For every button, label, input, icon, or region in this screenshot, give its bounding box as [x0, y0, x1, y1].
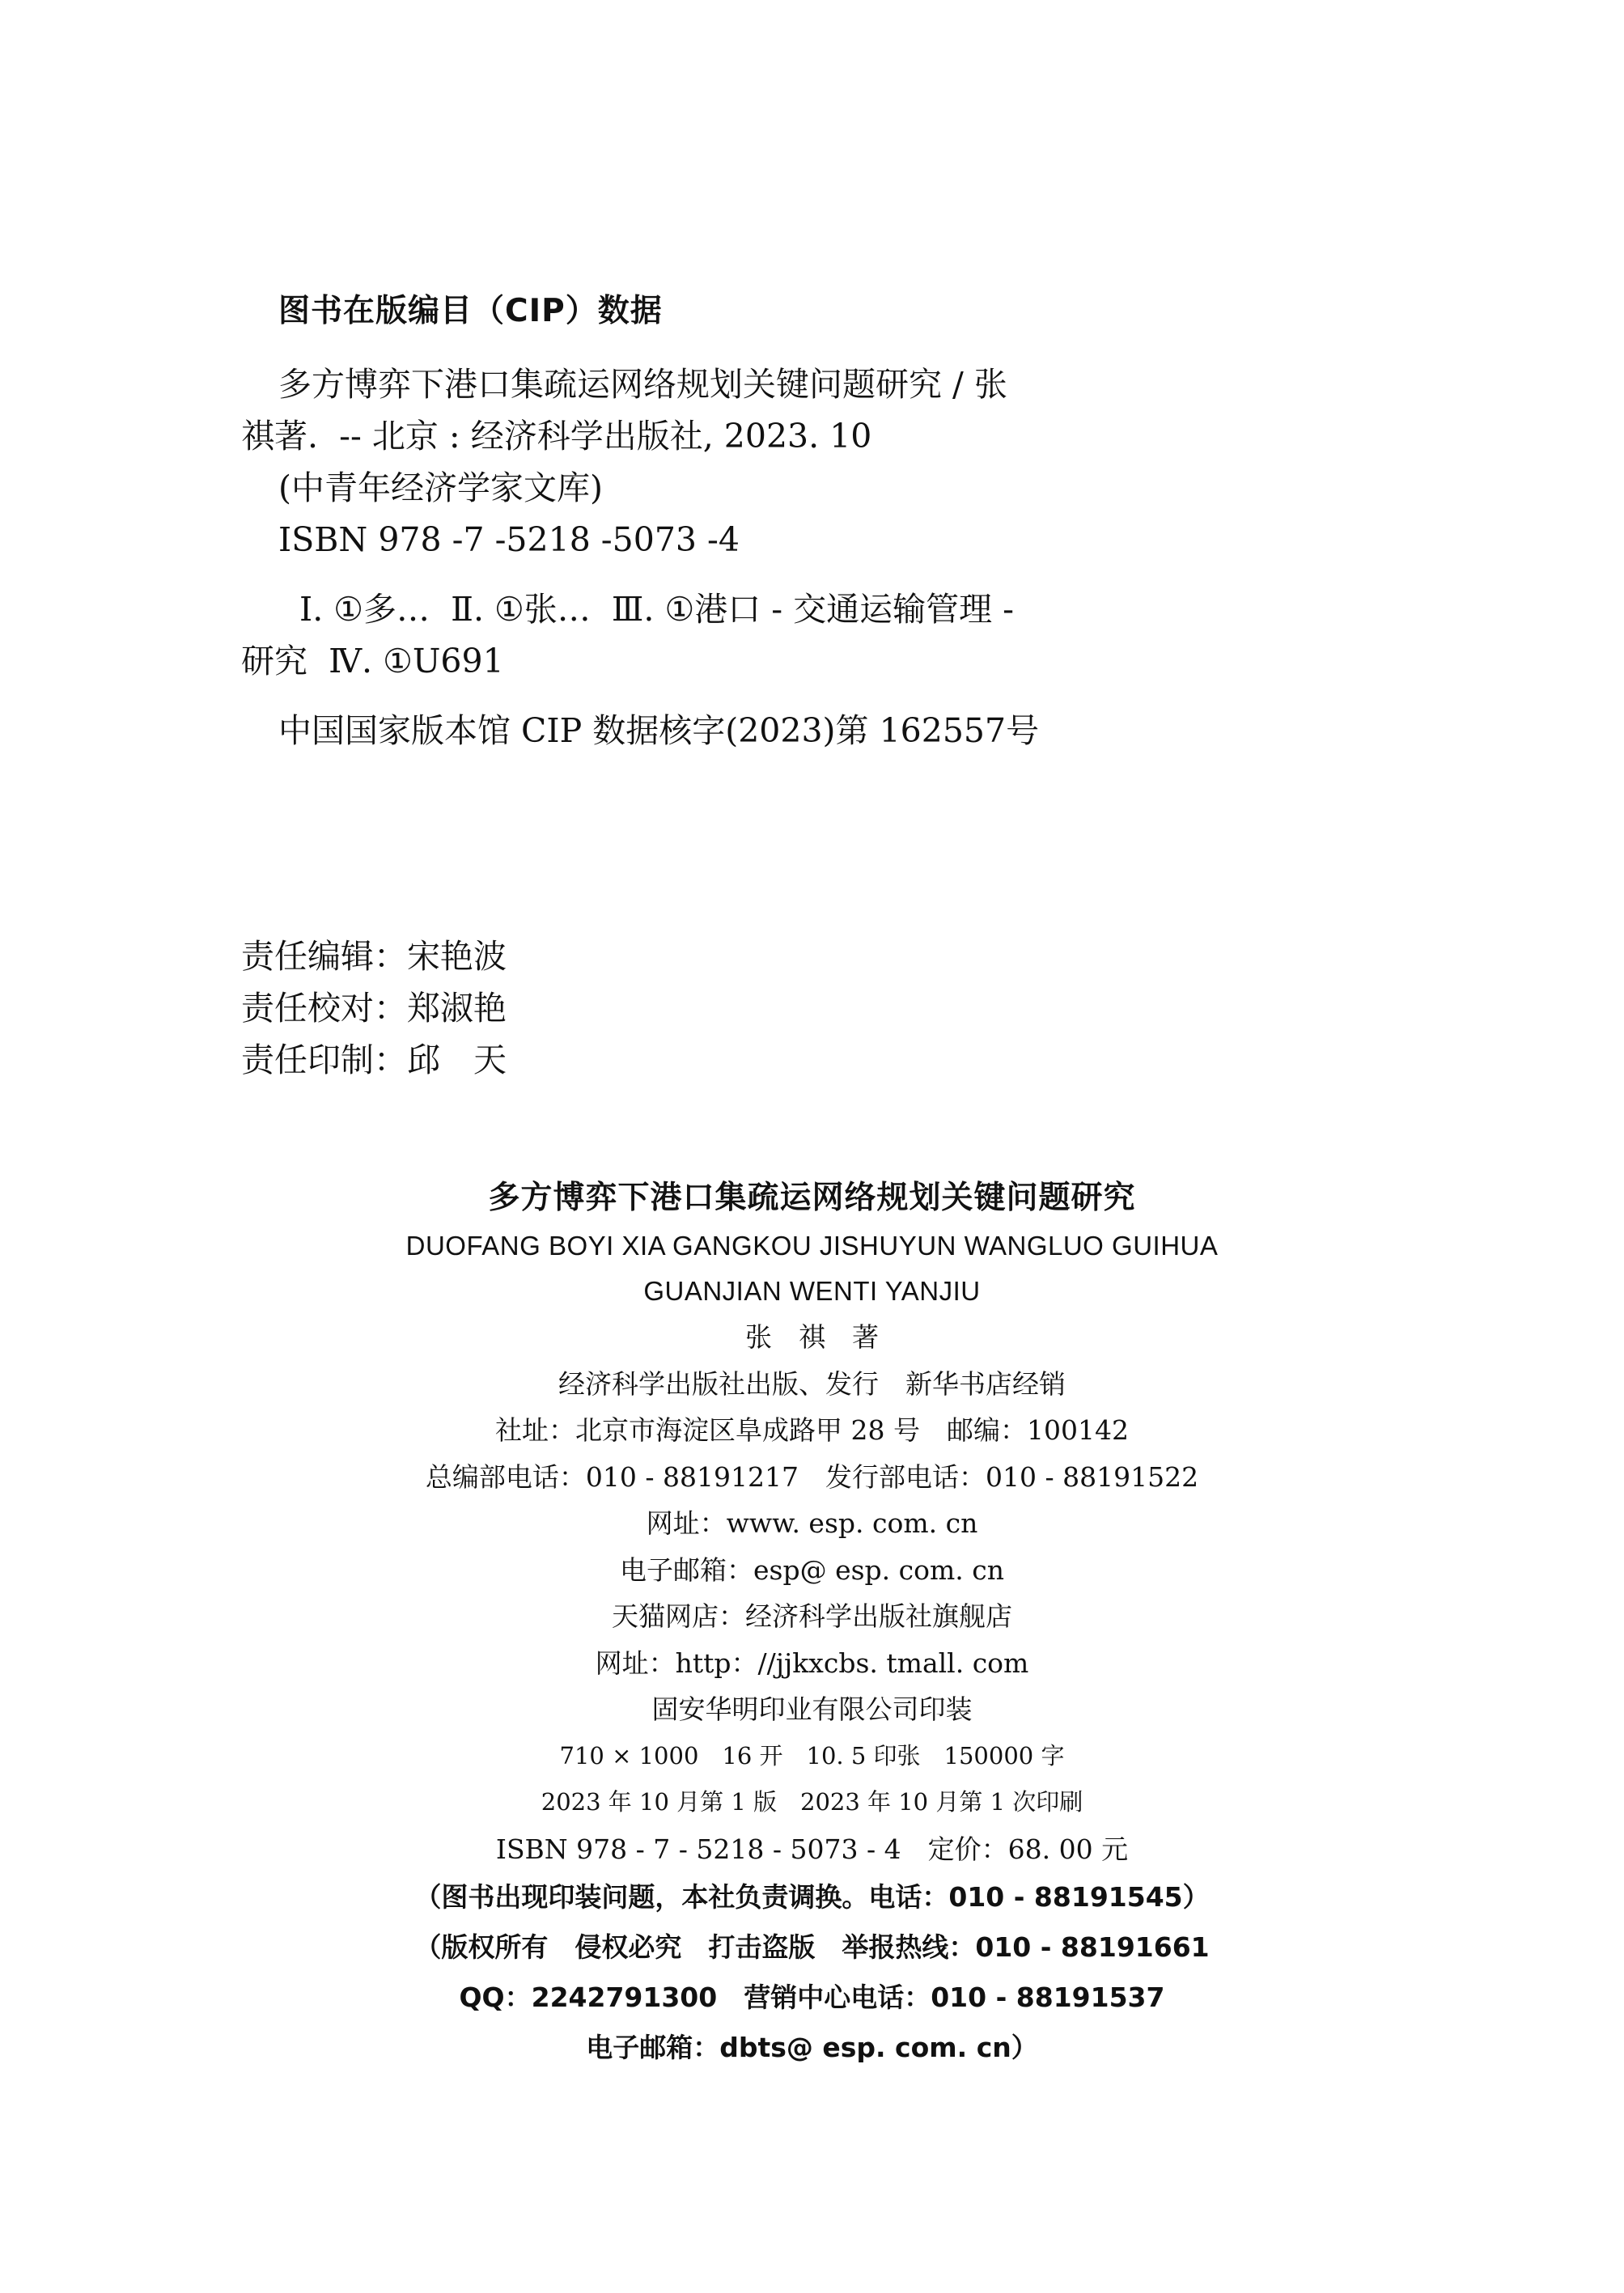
responsible-printing: 责任印制：邱 天: [241, 1041, 507, 1079]
responsible-proofreader: 责任校对：郑淑艳: [241, 989, 507, 1028]
publisher-phones: 总编部电话：010 - 88191217 发行部电话：010 - 88191522: [425, 1460, 1199, 1493]
tmall-url: 网址：http：//jjkxcbs. tmall. com: [595, 1647, 1029, 1679]
notice-copyright: （版权所有 侵权必究 打击盗版 举报热线：010 - 88191661: [414, 1931, 1210, 1963]
printer: 固安华明印业有限公司印装: [651, 1693, 973, 1725]
cip-series: (中青年经济学家文库): [278, 468, 603, 507]
tmall-store: 天猫网店：经济科学出版社旗舰店: [612, 1600, 1012, 1632]
book-title-chinese: 多方博弈下港口集疏运网络规划关键问题研究: [488, 1180, 1136, 1216]
publisher-email: 电子邮箱：esp@ esp. com. cn: [619, 1553, 1004, 1586]
author: 张 祺 著: [745, 1321, 879, 1353]
isbn-price: ISBN 978 - 7 - 5218 - 5073 - 4 定价：68. 00 元: [495, 1833, 1129, 1865]
cip-library-record: 中国国家版本馆 CIP 数据核字(2023)第 162557号: [278, 711, 1040, 750]
colophon-block: [0, 1173, 1624, 2073]
cip-isbn: ISBN 978 -7 -5218 -5073 -4: [278, 520, 740, 559]
publisher: 经济科学出版社出版、发行 新华书店经销: [558, 1367, 1066, 1400]
edition-info: 2023 年 10 月第 1 版 2023 年 10 月第 1 次印刷: [541, 1788, 1083, 1816]
book-title-pinyin-line-2: GUANJIAN WENTI YANJIU: [643, 1276, 981, 1306]
book-title-pinyin-line-1: DUOFANG BOYI XIA GANGKOU JISHUYUN WANGLUO GUIHUA: [405, 1231, 1219, 1261]
book-format: 710 × 1000 16 开 10. 5 印张 150000 字: [559, 1741, 1065, 1770]
responsibility-block: [241, 930, 507, 1086]
notice-email: 电子邮箱：dbts@ esp. com. cn）: [586, 2032, 1038, 2063]
cip-block: [241, 287, 1374, 757]
cip-classification-line-2: 研究 Ⅳ. ①U691: [241, 642, 504, 680]
cip-title-line-1: 多方博弈下港口集疏运网络规划关键问题研究 / 张: [278, 365, 1007, 404]
notice-qq-marketing: QQ：2242791300 营销中心电话：010 - 88191537: [459, 1981, 1165, 2013]
cip-title-line-2: 祺著. -- 北京 : 经济科学出版社, 2023. 10: [241, 417, 872, 456]
notice-print-issues: （图书出现印装问题，本社负责调换。电话：010 - 88191545）: [414, 1881, 1210, 1913]
publisher-website: 网址：www. esp. com. cn: [646, 1507, 978, 1539]
responsible-editor: 责任编辑：宋艳波: [241, 937, 507, 976]
cip-heading: 图书在版编目（CIP）数据: [278, 293, 663, 329]
publisher-address: 社址：北京市海淀区阜成路甲 28 号 邮编：100142: [495, 1414, 1129, 1446]
cip-classification-line-1: Ⅰ. ①多… Ⅱ. ①张… Ⅲ. ①港口 - 交通运输管理 -: [299, 590, 1015, 629]
